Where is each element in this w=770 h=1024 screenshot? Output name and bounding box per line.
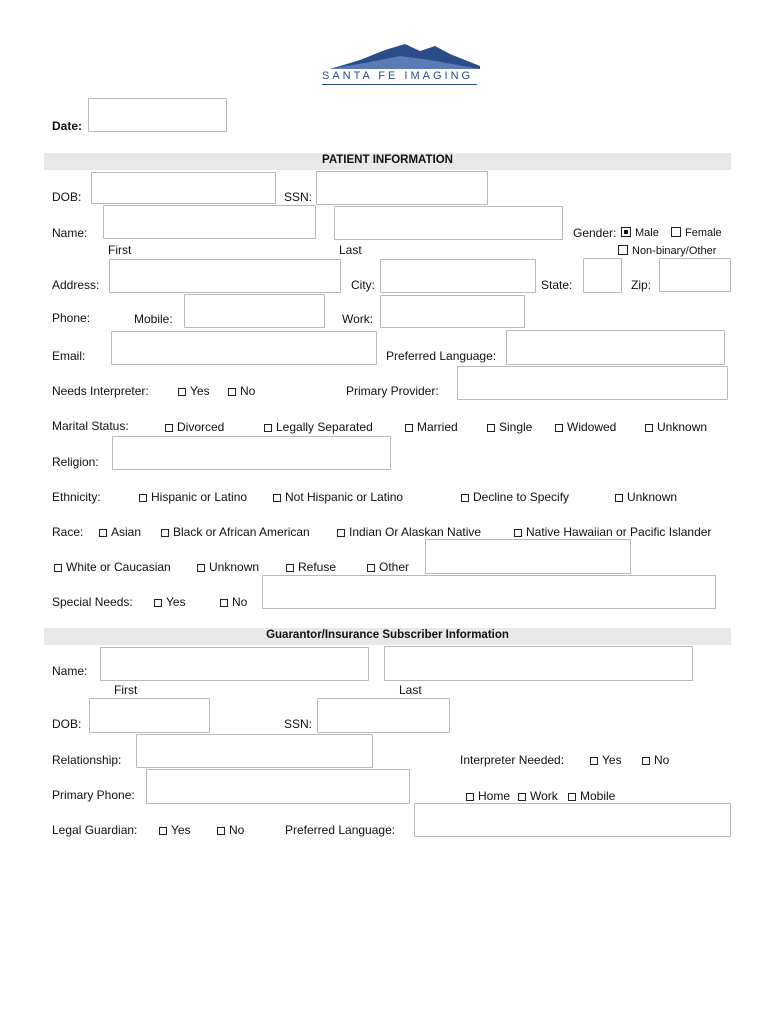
relationship-field[interactable] [136,734,373,768]
gender-option-nonbinary[interactable]: Non-binary/Other [618,245,716,257]
logo-text: SANTA FE IMAGING [322,70,474,82]
race-option-black[interactable]: Black or African American [161,525,310,539]
logo-underline [322,84,477,85]
checkbox-icon [671,227,681,237]
preferred-language-label: Preferred Language: [386,349,497,363]
checkbox-icon [337,529,345,537]
checkbox-icon [161,529,169,537]
checkbox-icon [615,494,623,502]
mountain-logo [330,42,480,70]
religion-label: Religion: [52,455,99,469]
primary-provider-field[interactable] [457,366,728,400]
name-label: Name: [52,226,88,240]
marital-option-widowed[interactable]: Widowed [555,420,616,434]
mobile-label: Mobile: [134,312,173,326]
checkbox-icon [487,424,495,432]
ethnicity-option-hispanic[interactable]: Hispanic or Latino [139,490,247,504]
primary-provider-label: Primary Provider: [346,384,439,398]
checkbox-icon [461,494,469,502]
date-field[interactable] [88,98,227,132]
guarantor-dob-field[interactable] [89,698,210,733]
checkbox-icon [217,827,225,835]
race-option-white[interactable]: White or Caucasian [54,560,171,574]
race-option-unknown[interactable]: Unknown [197,560,259,574]
dob-field[interactable] [91,172,276,204]
address-field[interactable] [109,259,341,293]
checkbox-icon [466,793,474,801]
checkbox-icon [568,793,576,801]
checkbox-icon [518,793,526,801]
ethnicity-option-not-hispanic[interactable]: Not Hispanic or Latino [273,490,403,504]
checkbox-icon [197,564,205,572]
guarantor-section-header [44,628,731,645]
marital-option-divorced[interactable]: Divorced [165,420,224,434]
checkbox-icon [220,599,228,607]
interpreter-needed-yes[interactable]: Yes [590,753,622,767]
marital-option-married[interactable]: Married [405,420,458,434]
checkbox-icon [99,529,107,537]
checkbox-icon [618,245,628,255]
guarantor-name-label: Name: [52,664,88,678]
guarantor-last-name-field[interactable] [384,646,693,681]
legal-guardian-yes[interactable]: Yes [159,823,191,837]
checkbox-icon [405,424,413,432]
race-other-field[interactable] [425,539,631,574]
checkbox-icon [642,757,650,765]
guarantor-section-title: Guarantor/Insurance Subscriber Information [266,629,509,641]
phone-label: Phone: [52,311,91,325]
legal-guardian-label: Legal Guardian: [52,823,138,837]
radio-checked-icon [621,227,631,237]
legal-guardian-no[interactable]: No [217,823,244,837]
date-label: Date: [52,119,83,133]
phone-type-home[interactable]: Home [466,789,510,803]
city-field[interactable] [380,259,536,293]
checkbox-icon [165,424,173,432]
first-name-field[interactable] [103,205,316,239]
ethnicity-option-decline[interactable]: Decline to Specify [461,490,569,504]
checkbox-icon [159,827,167,835]
guarantor-last-label: Last [399,683,422,697]
special-needs-no[interactable]: No [220,595,247,609]
needs-interpreter-yes[interactable]: Yes [178,384,210,398]
state-label: State: [541,278,573,292]
checkbox-icon [645,424,653,432]
checkbox-icon [514,529,522,537]
special-needs-label: Special Needs: [52,595,133,609]
address-label: Address: [52,278,100,292]
city-label: City: [351,278,375,292]
gender-label: Gender: [573,226,617,240]
special-needs-yes[interactable]: Yes [154,595,186,609]
phone-type-mobile[interactable]: Mobile [568,789,615,803]
state-field[interactable] [583,258,622,293]
checkbox-icon [228,388,236,396]
patient-section-title: PATIENT INFORMATION [322,154,453,166]
work-phone-field[interactable] [380,295,525,328]
email-field[interactable] [111,331,377,365]
checkbox-icon [555,424,563,432]
interpreter-needed-no[interactable]: No [642,753,669,767]
race-option-indian-alaskan[interactable]: Indian Or Alaskan Native [337,525,481,539]
checkbox-icon [264,424,272,432]
gender-option-female[interactable]: Female [671,227,722,239]
phone-type-work[interactable]: Work [518,789,558,803]
gender-option-male[interactable]: Male [621,227,659,239]
checkbox-icon [154,599,162,607]
zip-label: Zip: [631,278,652,292]
guarantor-preferred-language-field[interactable] [414,803,731,837]
ssn-field[interactable] [316,171,488,205]
dob-label: DOB: [52,190,82,204]
race-option-native-hawaiian[interactable]: Native Hawaiian or Pacific Islander [514,525,711,539]
checkbox-icon [286,564,294,572]
marital-option-unknown[interactable]: Unknown [645,420,707,434]
religion-field[interactable] [112,436,391,470]
zip-field[interactable] [659,258,731,292]
checkbox-icon [54,564,62,572]
checkbox-icon [139,494,147,502]
last-label: Last [339,243,362,257]
checkbox-icon [590,757,598,765]
first-label: First [108,243,132,257]
guarantor-first-name-field[interactable] [100,647,369,681]
marital-status-label: Marital Status: [52,419,129,433]
race-label: Race: [52,525,84,539]
primary-phone-label: Primary Phone: [52,788,135,802]
relationship-label: Relationship: [52,753,122,767]
marital-option-single[interactable]: Single [487,420,532,434]
patient-section-header [44,153,731,170]
primary-phone-field[interactable] [146,769,410,804]
guarantor-ssn-field[interactable] [317,698,450,733]
special-needs-field[interactable] [262,575,716,609]
guarantor-first-label: First [114,683,138,697]
guarantor-preferred-language-label: Preferred Language: [285,823,396,837]
checkbox-icon [273,494,281,502]
preferred-language-field[interactable] [506,330,725,365]
ethnicity-label: Ethnicity: [52,490,101,504]
checkbox-icon [178,388,186,396]
needs-interpreter-label: Needs Interpreter: [52,384,149,398]
last-name-field[interactable] [334,206,563,240]
checkbox-icon [367,564,375,572]
race-option-refuse[interactable]: Refuse [286,560,336,574]
guarantor-ssn-label: SSN: [284,717,313,731]
race-option-other[interactable]: Other [367,560,409,574]
guarantor-dob-label: DOB: [52,717,82,731]
ssn-label: SSN: [284,190,313,204]
email-label: Email: [52,349,86,363]
interpreter-needed-label: Interpreter Needed: [460,753,565,767]
needs-interpreter-no[interactable]: No [228,384,255,398]
race-option-asian[interactable]: Asian [99,525,141,539]
mobile-phone-field[interactable] [184,294,325,328]
work-label: Work: [342,312,374,326]
ethnicity-option-unknown[interactable]: Unknown [615,490,677,504]
marital-option-legally-separated[interactable]: Legally Separated [264,420,373,434]
